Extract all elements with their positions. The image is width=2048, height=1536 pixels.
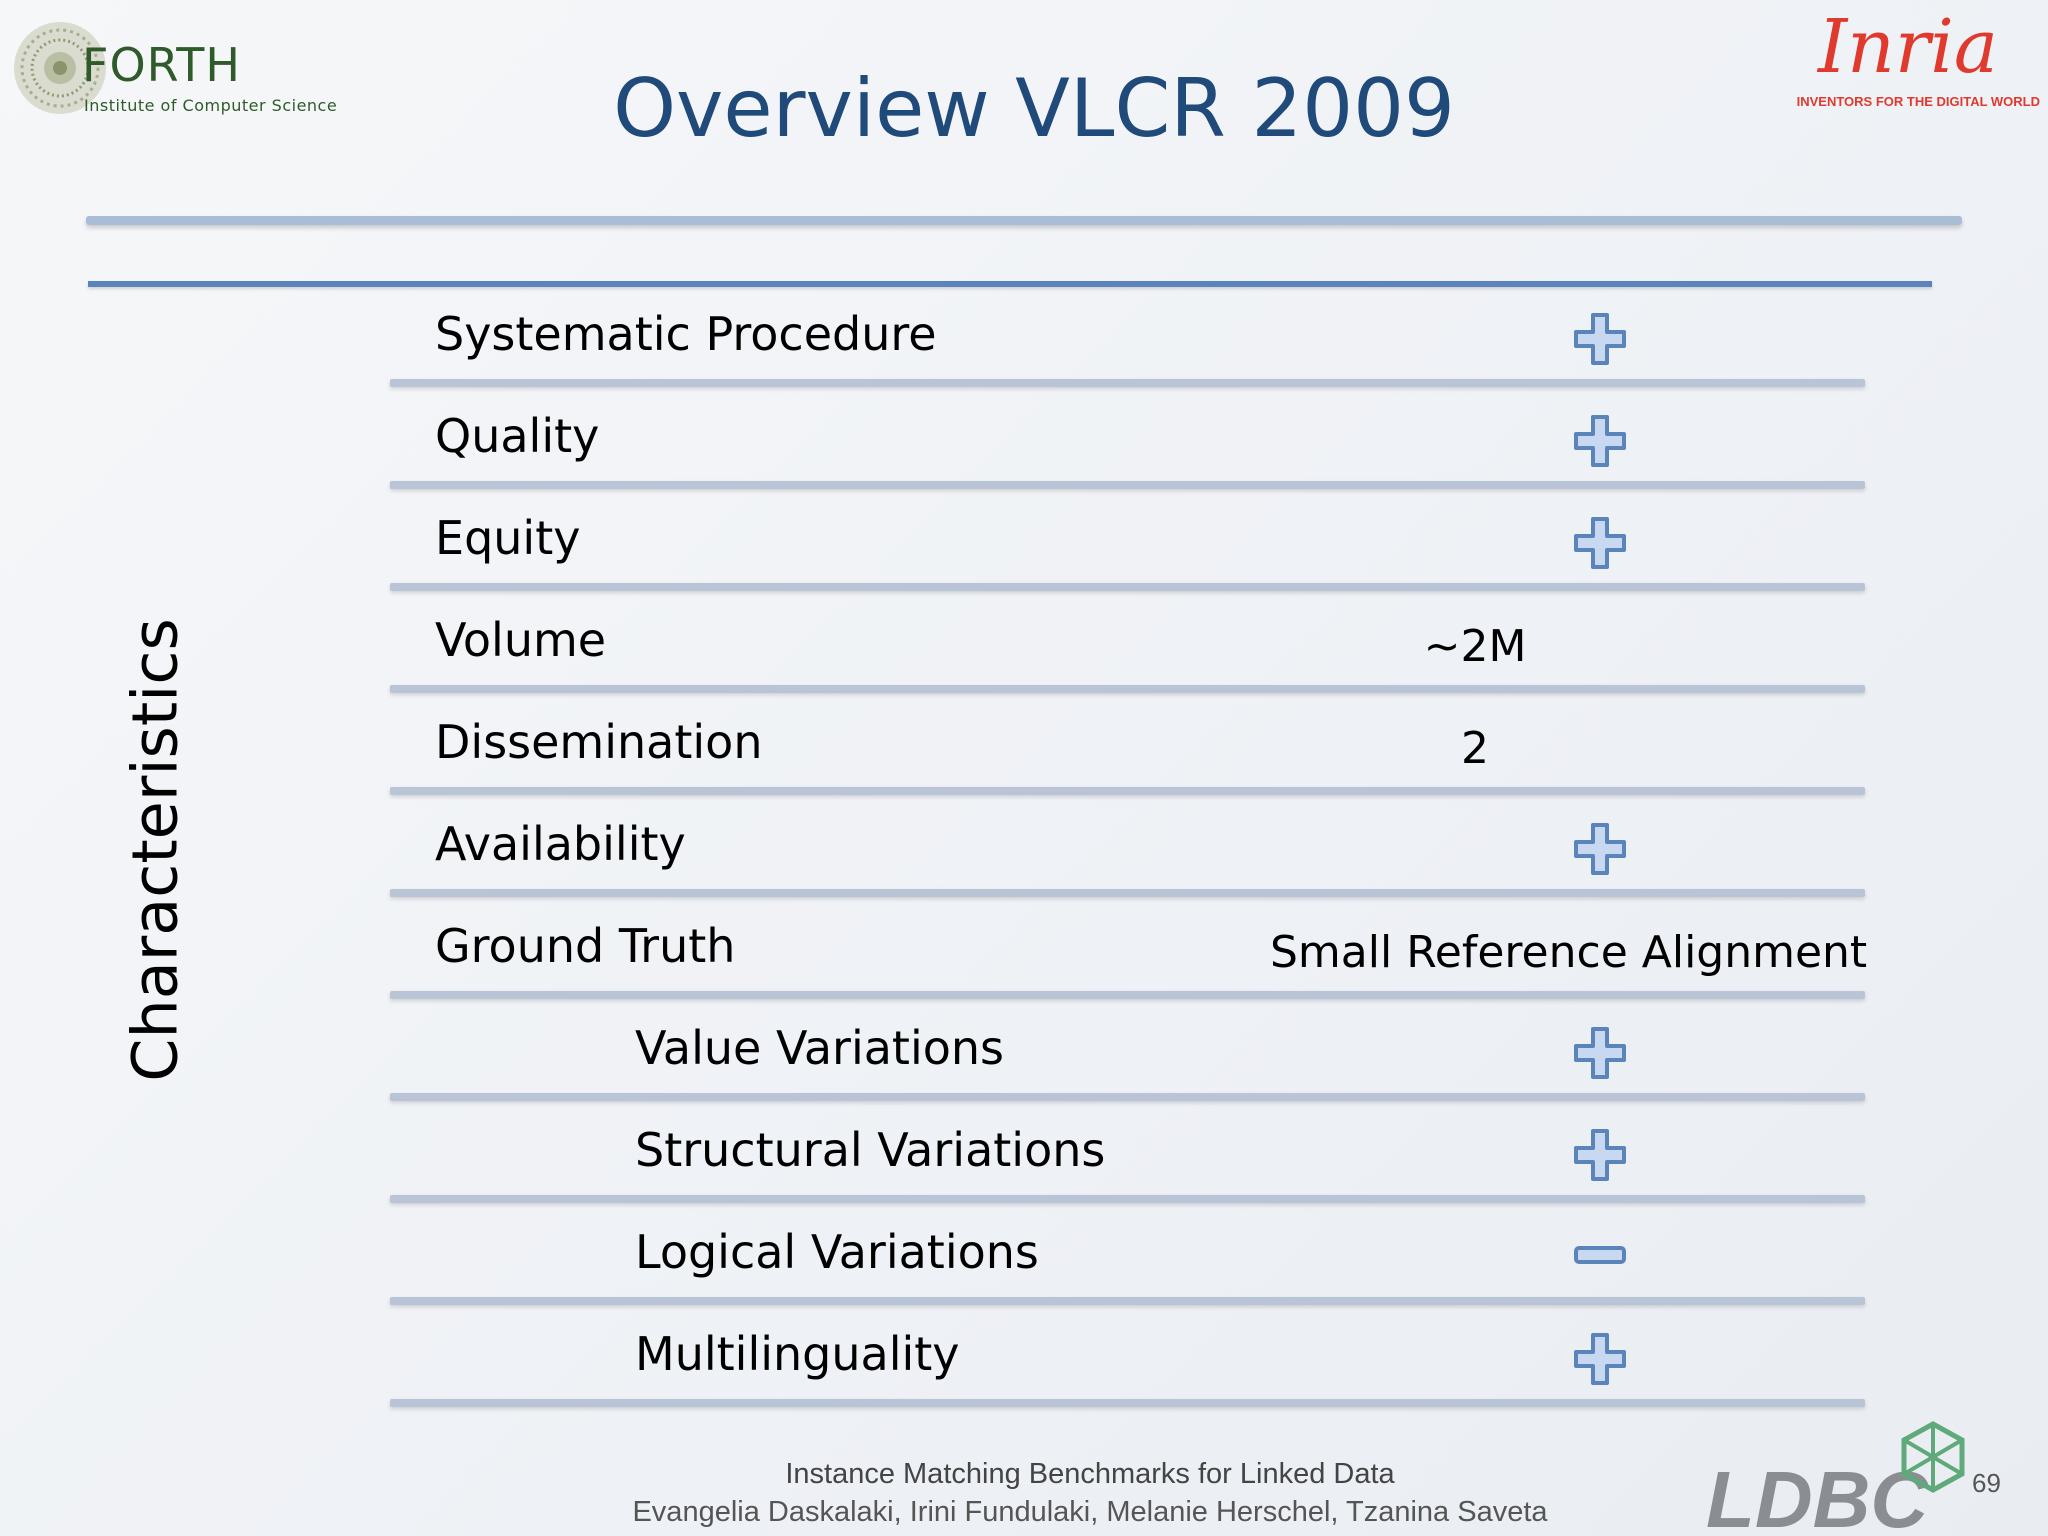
row-label: Systematic Procedure: [435, 307, 937, 361]
row-label: Ground Truth: [435, 919, 736, 973]
table-row: [390, 795, 1865, 897]
row-label: Dissemination: [435, 715, 763, 769]
inria-logo-tagline: INVENTORS FOR THE DIGITAL WORLD: [1796, 94, 2040, 109]
title-divider-top: [86, 216, 1962, 225]
table-row: [390, 897, 1868, 999]
row-label: Multilinguality: [635, 1327, 960, 1381]
row-separator: [390, 889, 1865, 897]
table-row: [390, 999, 1865, 1101]
row-value: 2: [1461, 723, 1489, 774]
table-row: [390, 387, 1865, 489]
characteristics-label: Characteristics: [118, 618, 192, 1082]
plus-icon: [1572, 1127, 1628, 1183]
row-separator: [390, 991, 1865, 999]
footer-title: Instance Matching Benchmarks for Linked Data: [785, 1458, 1395, 1490]
plus-icon: [1572, 821, 1628, 877]
page-number: 69: [1972, 1468, 2001, 1498]
row-value: ~2M: [1423, 621, 1527, 672]
ldbc-logo-name: LDBC: [1706, 1455, 1929, 1536]
plus-icon: [1572, 1025, 1628, 1081]
minus-icon: [1572, 1229, 1628, 1285]
row-separator: [390, 787, 1865, 795]
plus-icon: [1572, 1331, 1628, 1387]
table-row: [390, 285, 1865, 387]
table-row: [390, 1101, 1865, 1203]
row-separator: [390, 1195, 1865, 1203]
row-label: Availability: [435, 817, 686, 871]
row-separator: [390, 1399, 1865, 1407]
table-row: [390, 1305, 1865, 1407]
plus-icon: [1572, 413, 1628, 469]
row-separator: [390, 685, 1865, 693]
row-separator: [390, 379, 1865, 387]
forth-logo-name: FORTH: [82, 38, 241, 92]
ldbc-cube-icon: [1898, 1420, 1968, 1496]
row-separator: [390, 481, 1865, 489]
plus-icon: [1572, 515, 1628, 571]
row-value: Small Reference Alignment: [1270, 927, 1868, 978]
table-row: [390, 591, 1865, 693]
footer-authors: Evangelia Daskalaki, Irini Fundulaki, Melanie Herschel, Tzanina Saveta: [632, 1496, 1548, 1528]
table-row: [390, 1203, 1865, 1305]
forth-logo-subtitle: Institute of Computer Science: [84, 96, 338, 115]
row-label: Quality: [435, 409, 600, 463]
ldbc-logo: [1706, 1420, 1966, 1536]
row-label: Structural Variations: [635, 1123, 1106, 1177]
table-row: [390, 489, 1865, 591]
row-separator: [390, 1093, 1865, 1101]
slide-title: Overview VLCR 2009: [613, 62, 1455, 155]
row-label: Value Variations: [635, 1021, 1004, 1075]
row-label: Logical Variations: [635, 1225, 1039, 1279]
row-separator: [390, 583, 1865, 591]
row-label: Equity: [435, 511, 581, 565]
row-separator: [390, 1297, 1865, 1305]
table-row: [390, 693, 1865, 795]
inria-logo-name: Inria: [1817, 4, 1998, 90]
plus-icon: [1572, 311, 1628, 367]
row-label: Volume: [435, 613, 607, 667]
